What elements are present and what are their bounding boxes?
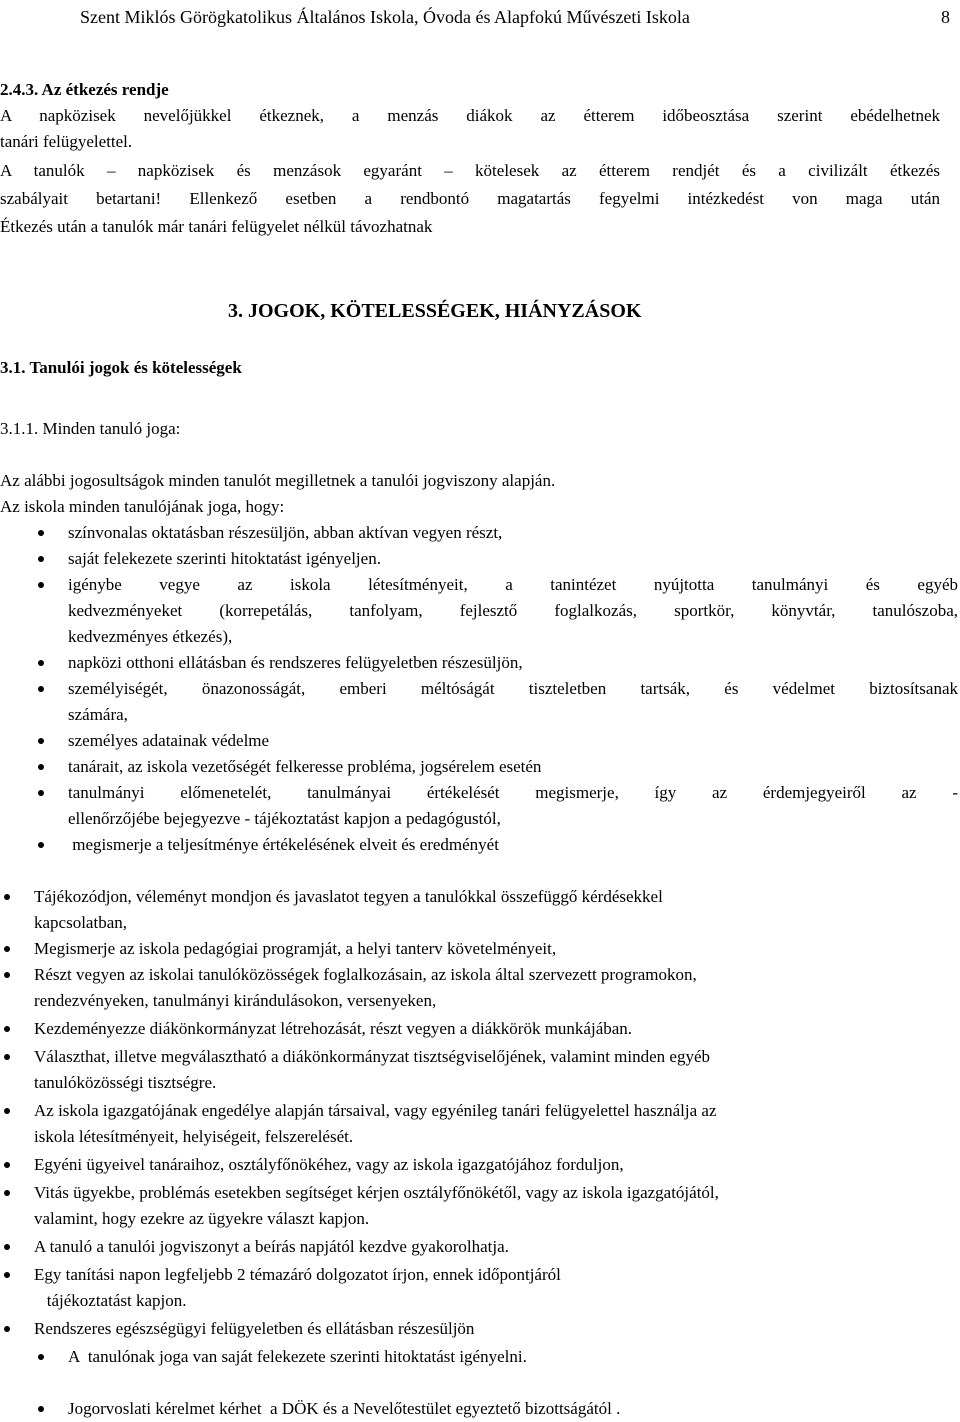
list-item-text: Az iskola igazgatójának engedélye alapján társaival, vagy egyénileg tanári felügyelettel használja az bbox=[34, 1101, 717, 1120]
list-item-text: igénybe vegye az iskola létesítményeit, a tanintézet nyújtotta tanulmányi és egyéb bbox=[68, 575, 958, 594]
list-item-text: kapcsolatban, bbox=[34, 913, 127, 932]
page-header bbox=[0, 4, 960, 30]
list-item-text: Jogorvoslati kérelmet kérhet a DÖK és a Nevelőtestület egyeztető bizottságától . bbox=[68, 1399, 621, 1418]
paragraph-line: A napközisek nevelőjükkel étkeznek, a menzás diákok az étterem időbeosztása szerint ebédelhetnek bbox=[0, 106, 940, 125]
list-item-text: napközi otthoni ellátásban és rendszeres felügyeletben részesüljön, bbox=[68, 653, 523, 672]
bullet-icon bbox=[38, 1354, 44, 1360]
list-item-text: Rendszeres egészségügyi felügyeletben és ellátásban részesüljön bbox=[34, 1319, 475, 1338]
bullet-icon bbox=[4, 1026, 10, 1032]
bullet-icon bbox=[4, 972, 10, 978]
header-title: Szent Miklós Görögkatolikus Általános Iskola, Óvoda és Alapfokú Művészeti Iskola bbox=[80, 7, 690, 27]
list-item-text: Tájékozódjon, véleményt mondjon és javaslatot tegyen a tanulókkal összefüggő kérdésekkel bbox=[34, 887, 663, 906]
list-item-text: tanulóközösségi tisztségre. bbox=[34, 1073, 217, 1092]
list-item-text: Megismerje az iskola pedagógiai programját, a helyi tanterv követelményeit, bbox=[34, 939, 557, 958]
bullet-icon bbox=[38, 582, 44, 588]
list-item-text: színvonalas oktatásban részesüljön, abban aktívan vegyen részt, bbox=[68, 523, 503, 542]
list-item-text: saját felekezete szerinti hitoktatást igényeljen. bbox=[68, 549, 381, 568]
list-item-text: megismerje a teljesítménye értékelésének elveit és eredményét bbox=[68, 835, 499, 854]
bullet-icon bbox=[38, 556, 44, 562]
list-item-text: Választhat, illetve megválasztható a diákönkormányzat tisztségviselőjének, valamint minden egyéb bbox=[34, 1047, 710, 1066]
bullet-icon bbox=[38, 738, 44, 744]
section-heading-243: 2.4.3. Az étkezés rendje bbox=[0, 80, 169, 99]
section-heading-31: 3.1. Tanulói jogok és kötelességek bbox=[0, 358, 242, 377]
list-item-text: ellenőrzőjébe bejegyezve - tájékoztatást kapjon a pedagógustól, bbox=[68, 809, 501, 828]
page-number: 8 bbox=[941, 7, 950, 27]
list-item-text: Egy tanítási napon legfeljebb 2 témazáró dolgozatot írjon, ennek időpontjáról bbox=[34, 1265, 561, 1284]
list-item-text: személyiségét, önazonosságát, emberi méltóságát tiszteletben tartsák, és védelmet biztosítsanak bbox=[68, 679, 958, 698]
paragraph-line: szabályait betartani! Ellenkező esetben a rendbontó magatartás fegyelmi intézkedést von maga után bbox=[0, 189, 940, 208]
list-item-text: valamint, hogy ezekre az ügyekre választ kapjon. bbox=[34, 1209, 370, 1228]
list-item-text: iskola létesítményeit, helyiségeit, felszerelését. bbox=[34, 1127, 354, 1146]
bullet-icon bbox=[38, 790, 44, 796]
intro-line: Az iskola minden tanulójának joga, hogy: bbox=[0, 497, 285, 516]
bullet-icon bbox=[4, 1190, 10, 1196]
list-item-text: kedvezményes étkezés), bbox=[68, 627, 233, 646]
bullet-icon bbox=[4, 1108, 10, 1114]
intro-line: Az alábbi jogosultságok minden tanulót megilletnek a tanulói jogviszony alapján. bbox=[0, 471, 556, 490]
list-item-text: Egyéni ügyeivel tanáraihoz, osztályfőnökéhez, vagy az iskola igazgatójához forduljon, bbox=[34, 1155, 624, 1174]
list-item-text: A tanuló a tanulói jogviszonyt a beírás napjától kezdve gyakorolhatja. bbox=[34, 1237, 509, 1256]
paragraph-line: A tanulók – napközisek és menzások egyaránt – kötelesek az étterem rendjét és a civilizált étkezés bbox=[0, 161, 940, 180]
list-item-text: tanulmányi előmenetelét, tanulmányai értékelését megismerje, így az érdemjegyeiről az - bbox=[68, 783, 958, 802]
section-heading-311: 3.1.1. Minden tanuló joga: bbox=[0, 419, 181, 438]
bullet-icon bbox=[38, 660, 44, 666]
list-item-text: kedvezményeket (korrepetálás, tanfolyam, fejlesztő foglalkozás, sportkör, könyvtár, tanulószoba, bbox=[68, 601, 958, 620]
list-item-text: rendezvényeken, tanulmányi kirándulásokon, versenyeken, bbox=[34, 991, 437, 1010]
list-item-text: tájékoztatást kapjon. bbox=[34, 1291, 187, 1310]
paragraph-line: Étkezés után a tanulók már tanári felügyelet nélkül távozhatnak bbox=[0, 217, 433, 236]
paragraph-line: tanári felügyelettel. bbox=[0, 132, 133, 151]
bullet-icon bbox=[38, 686, 44, 692]
list-item-text: személyes adatainak védelme bbox=[68, 731, 270, 750]
bullet-icon bbox=[38, 842, 44, 848]
list-item-text: számára, bbox=[68, 705, 128, 724]
list-item-text: tanárait, az iskola vezetőségét felkeresse probléma, jogsérelem esetén bbox=[68, 757, 542, 776]
chapter-heading: 3. JOGOK, KÖTELESSÉGEK, HIÁNYZÁSOK bbox=[228, 300, 642, 322]
bullet-icon bbox=[38, 1406, 44, 1412]
bullet-icon bbox=[4, 1326, 10, 1332]
bullet-icon bbox=[4, 946, 10, 952]
bullet-icon bbox=[4, 894, 10, 900]
bullet-icon bbox=[38, 764, 44, 770]
list-item-text: Kezdeményezze diákönkormányzat létrehozását, részt vegyen a diákkörök munkájában. bbox=[34, 1019, 633, 1038]
list-item-text: Vitás ügyekbe, problémás esetekben segítséget kérjen osztályfőnökétől, vagy az iskola igazgatójától, bbox=[34, 1183, 719, 1202]
list-item-text: A tanulónak joga van saját felekezete szerinti hitoktatást igényelni. bbox=[68, 1347, 527, 1366]
bullet-icon bbox=[4, 1272, 10, 1278]
bullet-icon bbox=[4, 1054, 10, 1060]
bullet-icon bbox=[38, 530, 44, 536]
bullet-icon bbox=[4, 1162, 10, 1168]
bullet-icon bbox=[4, 1244, 10, 1250]
list-item-text: Részt vegyen az iskolai tanulóközösségek foglalkozásain, az iskola által szervezett programokon, bbox=[34, 965, 697, 984]
